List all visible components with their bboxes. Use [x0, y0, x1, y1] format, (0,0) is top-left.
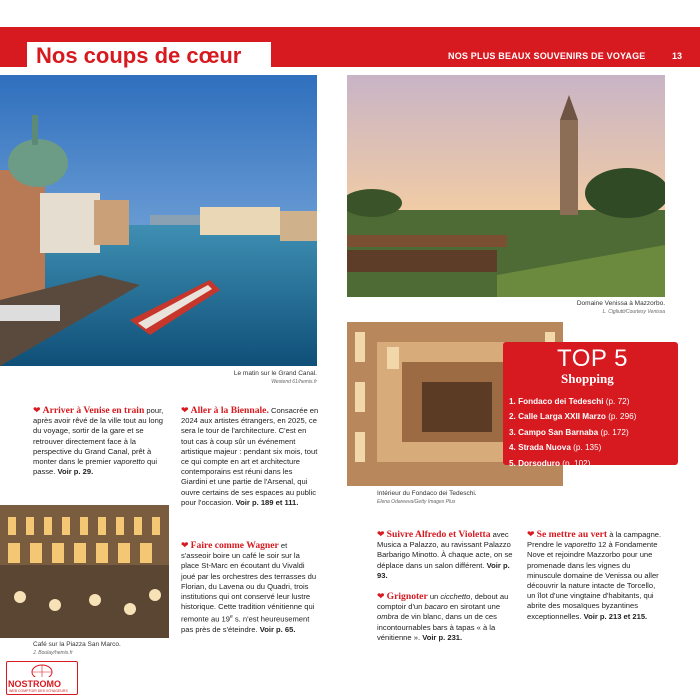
top5-subtitle: Shopping	[561, 371, 614, 386]
heart-icon: ❤	[527, 529, 535, 539]
heart-icon: ❤	[377, 591, 385, 601]
photo-caption: Le matin sur le Grand Canal.	[233, 370, 317, 377]
photo-credit: J. Boulay/hemis.fr	[33, 650, 73, 656]
paragraph-vert: ❤ Se mettre au vert à la campagne. Prendre le vaporetto 12 à Fondamente Nove et rejoindre Mazzorbo pour une promenade dans les vignes du minuscule domaine de Venissa ou aller découvrir la nature intacte de Torcello, un îlot d'une vingtaine d'habitants, qui abrite des mosaïques byzantines exceptionnelles. Voir p. 213 et 215.	[527, 529, 662, 621]
paragraph-heading: Arriver à Venise en train	[42, 405, 145, 416]
top5-item: 3. Campo San Barnaba (p. 172)	[509, 427, 629, 437]
paragraph-heading: Se mettre au vert	[536, 529, 608, 540]
heart-icon: ❤	[181, 540, 189, 550]
page-number: 13	[672, 51, 683, 61]
paragraph-wagner: ❤ Faire comme Wagner et s'asseoir boire un café le soir sur la place St-Marc en écoutant du Vivaldi joué par les orchestres des terrasses du Florian, du Lavena ou du Quadri, trois institutions qui ont conservé leur lustre historique. Cette tradition vénitienne qui remonte au 19e s. n'est heureusement pas près de s'éteindre. Voir p. 65.	[181, 540, 317, 635]
photo-credit: L. Cigliutti/Courtesy Venissa	[602, 309, 665, 315]
paragraph-heading: Aller à la Biennale.	[190, 405, 269, 416]
photo-mazzorbo	[347, 75, 665, 297]
logo-name: NOSTROMO	[8, 679, 61, 689]
paragraph-heading: Suivre Alfredo et Violetta	[386, 529, 491, 540]
photo-caption: Domaine Venissa à Mazzorbo.	[576, 300, 665, 307]
paragraph-heading: Faire comme Wagner	[190, 540, 279, 551]
paragraph-biennale: ❤ Aller à la Biennale. Consacrée en 2024 aux artistes étrangers, en 2025, ce sera le tour de l'architecture. C'est en tout cas à coup sûr un événement artistique majeur : pendant six mois, tout ce qui compte en art et architecture contemporains est réuni dans les Giardini et une partie de l'Arsenal, qui ouvre certains de ses espaces au public pour l'occasion. Voir p. 189 et 111.	[181, 405, 319, 507]
heart-icon: ❤	[377, 529, 385, 539]
heart-icon: ❤	[33, 405, 41, 415]
top5-item: 5. Dorsoduro (p. 102)	[509, 458, 591, 468]
photo-credit: Westend 61/hemis.fr	[271, 379, 317, 385]
photo-grand-canal	[0, 75, 317, 366]
photo-caption: Intérieur du Fondaco dei Tedeschi.	[377, 490, 477, 497]
photo-caption: Café sur la Piazza San Marco.	[33, 641, 121, 648]
paragraph-grignoter: ❤ Grignoter un cicchetto, debout au comptoir d'un bacaro en sirotant une ombra de vin blanc, dans un de ces incontournables bars à tapas « à la vénitienne ». Voir p. 231.	[377, 591, 509, 642]
paragraph-heading: Grignoter	[386, 591, 428, 602]
heart-icon: ❤	[181, 405, 189, 415]
page-title: Nos coups de cœur	[36, 43, 242, 68]
top5-item: 2. Calle Larga XXII Marzo (p. 296)	[509, 412, 637, 422]
top5-list	[509, 394, 636, 471]
top5-item: 1. Fondaco dei Tedeschi (p. 72)	[509, 397, 630, 406]
top5-title: TOP 5	[557, 345, 628, 372]
paragraph-alfredo: ❤ Suivre Alfredo et Violetta avec Musica a Palazzo, au ravissant Palazzo Barbarigo Minotto. À chaque acte, on se déplace dans un salon différent. Voir p. 93.	[377, 529, 513, 580]
photo-credit: Elena Odareeva/Getty Images Plus	[377, 499, 456, 505]
top5-item: 4. Strada Nuova (p. 135)	[509, 443, 602, 453]
paragraph-arriver: ❤ Arriver à Venise en train pour, après avoir rêvé de la ville tout au long du voyage, sortir de la gare et se retrouver directement face à la perspective du Grand Canal, prêt à monter dans le premier vaporetto qui passe. Voir p. 29.	[33, 405, 164, 477]
photo-piazza	[0, 505, 169, 638]
section-title: NOS PLUS BEAUX SOUVENIRS DE VOYAGE	[448, 51, 646, 61]
logo-tagline: WEB COMPTOIR DES VOYAGEURS	[9, 689, 68, 693]
